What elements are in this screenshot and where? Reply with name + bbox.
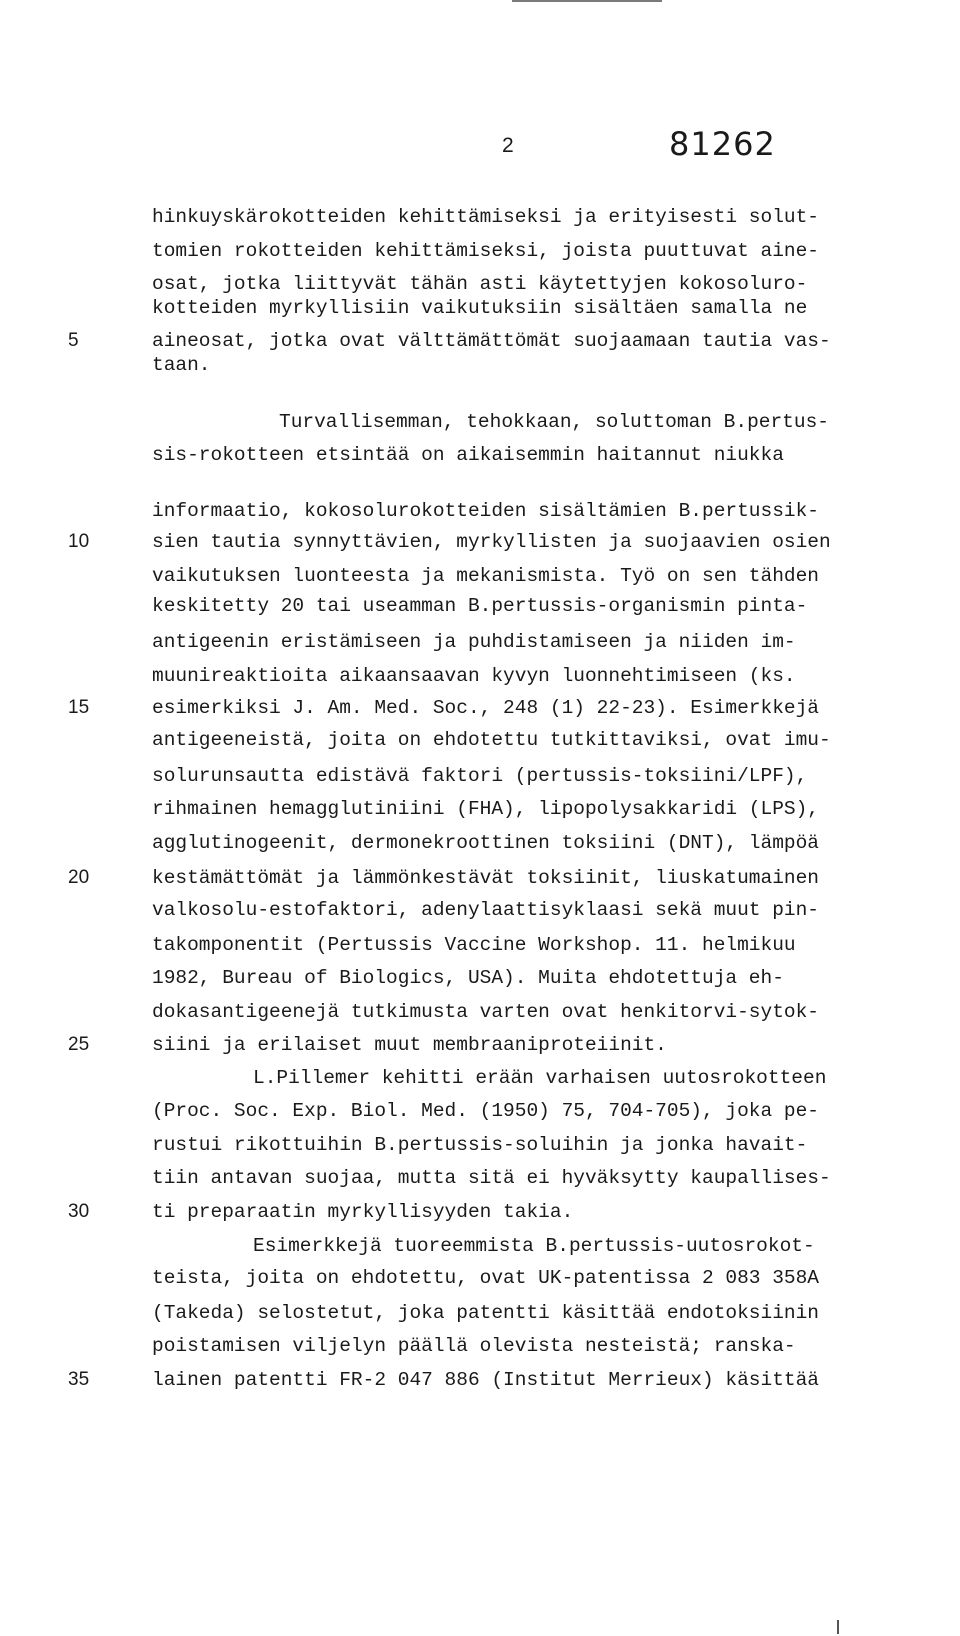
text-line: hinkuyskärokotteiden kehittämiseksi ja erityisesti solut-: [152, 206, 820, 228]
text-line: osat, jotka liittyvät tähän asti käytettyjen kokosoluro-: [152, 273, 808, 295]
line-number: 25: [68, 1034, 90, 1055]
text-line: L.Pillemer kehitti erään varhaisen uutosrokotteen: [253, 1067, 827, 1089]
text-line: antigeenin eristämiseen ja puhdistamiseen ja niiden im-: [152, 631, 796, 653]
text-line: kotteiden myrkyllisiin vaikutuksiin sisältäen samalla ne: [152, 297, 808, 319]
text-line: tiin antavan suojaa, mutta sitä ei hyväksytty kaupallises-: [152, 1167, 831, 1189]
text-line: takomponentit (Pertussis Vaccine Workshop. 11. helmikuu: [152, 934, 796, 956]
text-line: rustui rikottuihin B.pertussis-soluihin ja jonka havait-: [152, 1134, 808, 1156]
text-line: lainen patentti FR-2 047 886 (Institut Merrieux) käsittää: [152, 1369, 820, 1391]
text-line: Esimerkkejä tuoreemmista B.pertussis-uutosrokot-: [253, 1235, 815, 1257]
text-line: taan.: [152, 354, 211, 376]
text-line: valkosolu-estofaktori, adenylaattisyklaasi sekä muut pin-: [152, 899, 820, 921]
line-number: 5: [68, 330, 79, 351]
text-line: keskitetty 20 tai useamman B.pertussis-organismin pinta-: [152, 595, 808, 617]
line-number: 10: [68, 531, 90, 552]
text-line: rihmainen hemagglutiniini (FHA), lipopolysakkaridi (LPS),: [152, 798, 820, 820]
text-line: 1982, Bureau of Biologics, USA). Muita ehdotettuja eh-: [152, 967, 784, 989]
text-line: solurunsautta edistävä faktori (pertussis-toksiini/LPF),: [152, 765, 808, 787]
text-line: kestämättömät ja lämmönkestävät toksiinit, liuskatumainen: [152, 867, 820, 889]
line-number: 30: [68, 1201, 90, 1222]
scan-mark: [837, 1620, 839, 1634]
page-number: 2: [502, 134, 514, 157]
text-line: muunireaktioita aikaansaavan kyvyn luonnehtimiseen (ks.: [152, 665, 796, 687]
line-number: 20: [68, 867, 90, 888]
patent-number: 81262: [669, 125, 776, 163]
text-line: esimerkiksi J. Am. Med. Soc., 248 (1) 22-23). Esimerkkejä: [152, 697, 820, 719]
text-line: antigeeneistä, joita on ehdotettu tutkittaviksi, ovat imu-: [152, 729, 831, 751]
text-line: sis-rokotteen etsintää on aikaisemmin haitannut niukka: [152, 444, 784, 466]
text-line: (Takeda) selostetut, joka patentti käsittää endotoksiinin: [152, 1302, 820, 1324]
text-line: Turvallisemman, tehokkaan, soluttoman B.pertus-: [279, 411, 829, 433]
text-line: ti preparaatin myrkyllisyyden takia.: [152, 1201, 574, 1223]
text-line: vaikutuksen luonteesta ja mekanismista. Työ on sen tähden: [152, 565, 820, 587]
text-line: (Proc. Soc. Exp. Biol. Med. (1950) 75, 704-705), joka pe-: [152, 1100, 820, 1122]
text-line: agglutinogeenit, dermonekroottinen toksiini (DNT), lämpöä: [152, 832, 820, 854]
text-line: teista, joita on ehdotettu, ovat UK-patentissa 2 083 358A: [152, 1267, 820, 1289]
line-number: 35: [68, 1369, 90, 1390]
line-number: 15: [68, 697, 90, 718]
text-line: aineosat, jotka ovat välttämättömät suojaamaan tautia vas-: [152, 330, 831, 352]
text-line: dokasantigeenejä tutkimusta varten ovat henkitorvi-sytok-: [152, 1001, 820, 1023]
text-line: tomien rokotteiden kehittämiseksi, joista puuttuvat aine-: [152, 240, 820, 262]
top-rule: [512, 0, 662, 2]
text-line: poistamisen viljelyn päällä olevista nesteistä; ranska-: [152, 1335, 796, 1357]
text-line: sien tautia synnyttävien, myrkyllisten ja suojaavien osien: [152, 531, 831, 553]
text-line: informaatio, kokosolurokotteiden sisältämien B.pertussik-: [152, 500, 820, 522]
text-line: siini ja erilaiset muut membraaniproteiinit.: [152, 1034, 667, 1056]
